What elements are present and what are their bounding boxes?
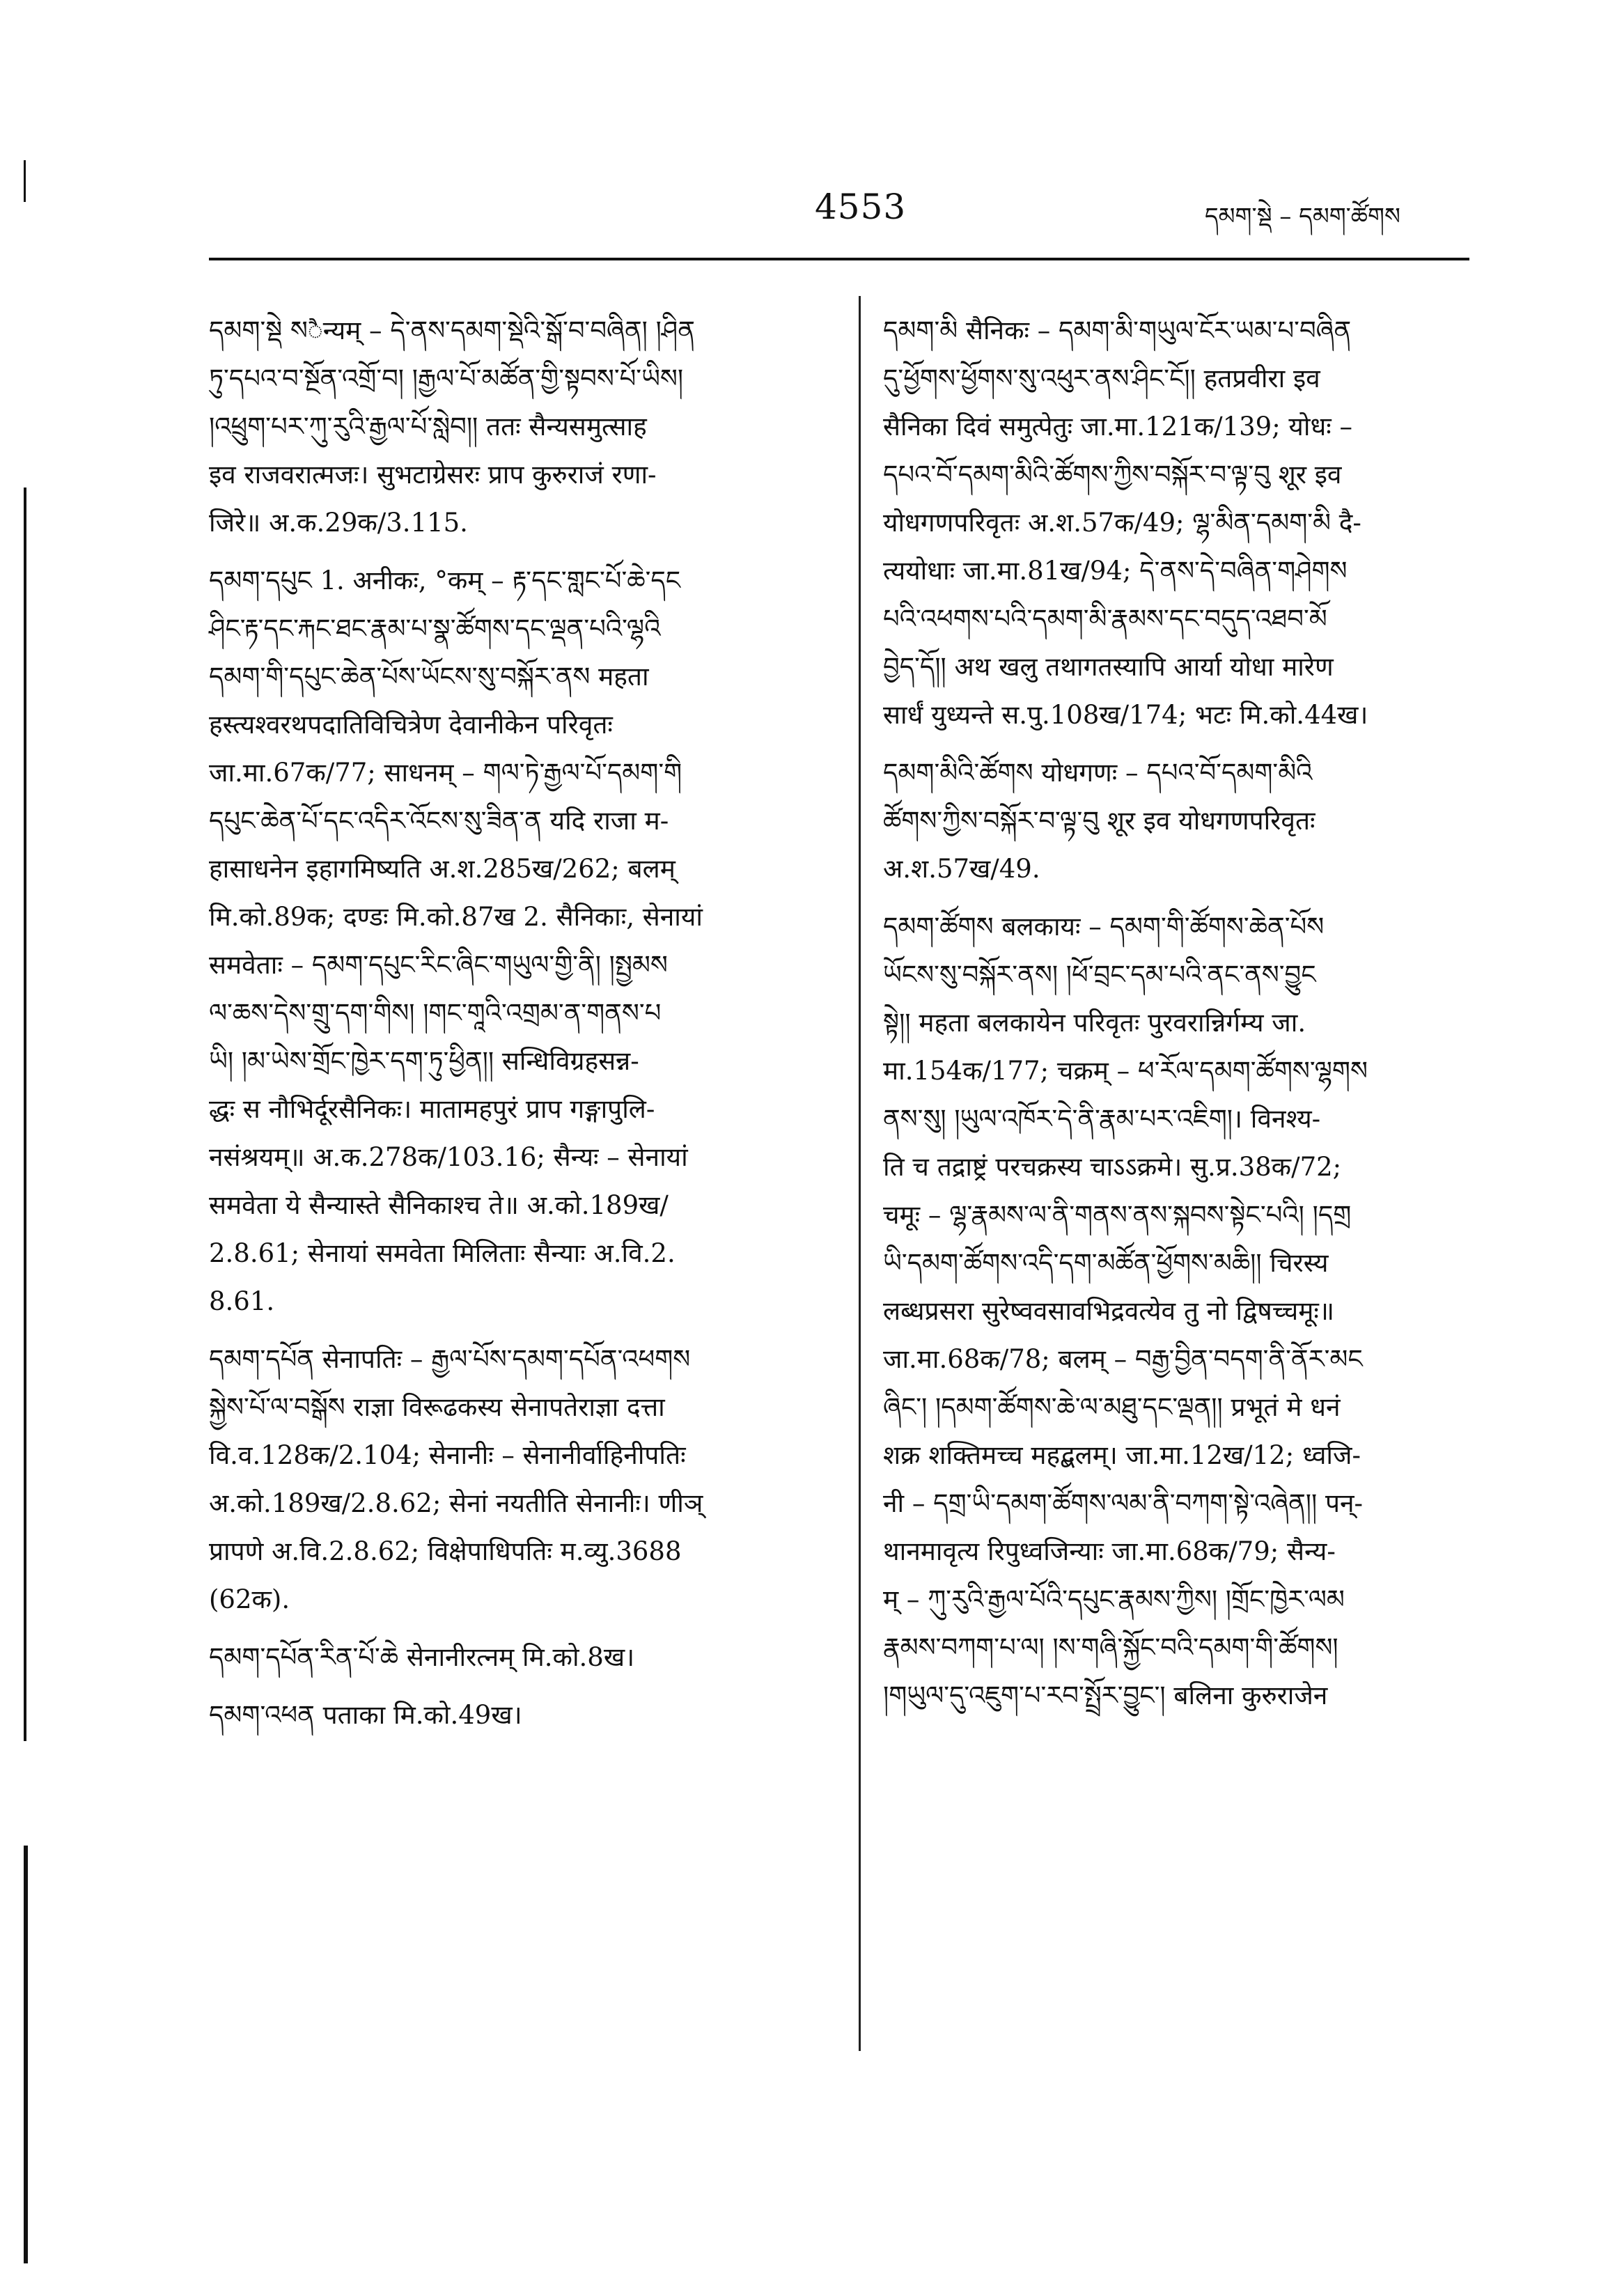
entry-line: थानमावृत्य रिपुध्वजिन्याः जा.मा.68क/79; सैन्य- [883,1536,1336,1566]
entry-line: དམག་འཕན पताका मि.को.49ख। [209,1700,522,1730]
entry-line: नसंश्रयम्॥ अ.क.278क/103.16; सैन्यः – सेनायां [209,1142,688,1172]
left-entry [209,1633,836,1681]
entry-line: དམག་མིའི་ཚོགས योधगणः – དཔའ་བོ་དམག་མིའི [883,758,1313,788]
entry-line: अ.को.189ख/2.8.62; सेनां नयतीति सेनानीः। णीञ् [209,1488,703,1518]
entry-line: त्ययोधाः जा.मा.81ख/94; དེ་ནས་དེ་བཞིན་གཤེགས [883,556,1348,586]
entry-line: जिरे॥ अ.क.29क/3.115. [209,508,468,538]
entry-line: དམག་ཚོགས बलकायः – དམག་གི་ཚོགས་ཆེན་པོས [883,912,1325,942]
entry-line: དམག་སྡེ སैन्यम् – དེ་ནས་དམག་སྡེའི་སྒོ་བ་བཞིན། །ཤིན [209,315,695,345]
entry-line: དུ་ཕྱོགས་ཕྱོགས་སུ་འཕུར་ནས་ཤིང་ངོ།། हतप्रवीरा इव [883,364,1320,393]
column-divider [859,296,861,2051]
entry-line: ཡི་དམག་ཚོགས་འདི་དག་མཚོན་ཕྱོགས་མཆི།། चिरस्य [883,1248,1329,1278]
left-entry [209,1335,836,1623]
left-entry [209,1691,836,1739]
entry-line: ཞིང་། །དམག་ཚོགས་ཆེ་ལ་མཐུ་དང་ལྡན།། प्रभूतं मे धनं [883,1392,1341,1422]
entry-line: जा.मा.67क/77; साधनम् – གལ་ཏེ་རྒྱལ་པོ་དམག་གི [209,758,682,788]
entry-line: इव राजवरात्मजः। सुभटाग्रेसरः प्राप कुरुराजं रणा- [209,460,657,490]
right-entry [883,749,1482,893]
entry-line: समवेताः – དམག་དཔུང་རིང་ཞིང་གཡུལ་གྱི་ནི། །སྤྱམས [209,950,668,980]
entry-line: अ.श.57ख/49. [883,854,1040,884]
entry-line: हस्त्यश्वरथपदातिविचित्रेण देवानीकेन परिवृतः [209,710,613,740]
entry-line: द्धः स नौभिर्दूरसैनिकः। मातामहपुरं प्राप गङ्गापुलि- [209,1094,655,1124]
right-entry [883,903,1482,1719]
entry-line: ཏུ་དཔའ་བ་སྔོན་འགྲོ་བ། །རྒྱལ་པོ་མཚོན་གྱི་སྟབས་པོ་ཡིས། [209,364,684,393]
left-entry [209,556,836,1325]
running-head: དམག་སྡེ – དམག་ཚོགས [1205,203,1400,231]
entry-line: པའི་འཕགས་པའི་དམག་མི་རྣམས་དང་བདུད་འཐབ་མོ [883,604,1327,634]
margin-mark-middle [24,488,26,1741]
entry-line: ཡི། །མ་ཡེས་གྲོང་ཁྱེར་དག་ཏུ་ཕྱིན།། सन्धिविग्रहसन्न- [209,1046,639,1076]
margin-mark-top [24,160,26,202]
entry-line: དམག་གི་དཔུང་ཆེན་པོས་ཡོངས་སུ་བསྐོར་ནས महता [209,662,649,692]
entry-line: དམག་མི सैनिकः – དམག་མི་གཡུལ་ངོར་ཡམ་པ་བཞིན [883,315,1352,345]
entry-line: म् – ཀུ་རུའི་རྒྱལ་པོའི་དཔུང་རྣམས་ཀྱིས། །གྲོང་ཁྱེར་ལམ [883,1584,1345,1614]
entry-line: ཡོངས་སུ་བསྐོར་ནས། །ཕོ་བྲང་དམ་པའི་ནང་ནས་བྱུང [883,960,1316,990]
entry-line: དཔའ་བོ་དམག་མིའི་ཚོགས་ཀྱིས་བསྐོར་བ་ལྟ་བུ शूर इव [883,460,1342,490]
entry-line: चमूः – ལྷ་རྣམས་ལ་ནི་གནས་ནས་སྐབས་སྟེང་པའི། །དགྲ [883,1200,1352,1230]
entry-line: सार्धं युध्यन्ते स.पु.108ख/174; भटः मि.को.44ख। [883,700,1368,730]
left-entry [209,306,836,547]
entry-line: དམག་དཔོན་རིན་པོ་ཆེ सेनानीरत्नम् मि.को.8ख। [209,1642,635,1672]
entry-line: मि.को.89क; दण्डः मि.को.87ख 2. सैनिकाः, सेनायां [209,902,703,932]
left-column [209,306,836,1749]
entry-line: དམག་དཔོན सेनापतिः – རྒྱལ་པོས་དམག་དཔོན་འཕགས [209,1344,691,1374]
entry-line: དམག་དཔུང 1. अनीकः, °कम् – རྟ་དང་གླང་པོ་ཆེ་དང [209,566,681,595]
entry-line: ति च तद्राष्ट्रं परचक्रस्य चाऽऽक्रमे। सु.प्र.38क/72; [883,1152,1342,1182]
entry-line: हासाधनेन इहागमिष्यति अ.श.285ख/262; बलम् [209,854,676,884]
entry-line: लब्धप्रसरा सुरेष्ववसावभिद्रवत्येव तु नो द्विषच्चमूः॥ [883,1296,1334,1326]
entry-line: སྟེ།། महता बलकायेन परिवृतः पुरवरान्निर्गम्य जा. [883,1008,1306,1038]
entry-line: དཔུང་ཆེན་པོ་དང་འདིར་འོངས་སུ་ཟིན་ན यदि राजा म- [209,806,669,836]
right-column [883,306,1482,1729]
entry-line: སྐྱེས་པོ་ལ་བསྒོས राज्ञा विरूढकस्य सेनापतेराज्ञा दत्ता [209,1392,665,1422]
entry-line: ལ་ཆས་དེས་གྲུ་དག་གིས། །གང་གཱའི་འགྲམ་ན་གནས་པ [209,998,662,1028]
entry-line: शक्र शक्तिमच्च महद्बलम्। जा.मा.12ख/12; ध्वजि- [883,1440,1361,1470]
entry-line: ཚོགས་ཀྱིས་བསྐོར་བ་ལྟ་བུ शूर इव योधगणपरिवृतः [883,806,1315,836]
header-rule [209,258,1469,260]
entry-line: 2.8.61; सेनायां समवेता मिलिताः सैन्याः अ.वि.2. [209,1238,676,1268]
entry-line: मा.154क/177; चक्रम् – ཕ་རོལ་དམག་ཚོགས་ལྷགས [883,1056,1368,1086]
entry-line: समवेता ये सैन्यास्ते सैनिकाश्च ते॥ अ.को.189ख/ [209,1190,669,1220]
entry-line: (62क). [209,1584,290,1614]
entry-line: བྱེད་དོ།། अथ खलु तथागतस्यापि आर्या योधा मारेण [883,652,1334,682]
entry-line: 8.61. [209,1286,275,1316]
margin-mark-bottom [24,1846,28,2263]
entry-line: जा.मा.68क/78; बलम् – བརྒྱ་བྱིན་བདག་ནི་ནོར་མང [883,1344,1363,1374]
entry-line: ནས་སུ། །ཡུལ་འཁོར་དེ་ནི་རྣམ་པར་འཇིག།। विनश्य- [883,1104,1321,1134]
entry-line: सैनिका दिवं समुत्पेतुः जा.मा.121क/139; योधः – [883,412,1352,442]
entry-line: वि.व.128क/2.104; सेनानीः – सेनानीर्वाहिनीपतिः [209,1440,686,1470]
right-entry [883,306,1482,739]
entry-line: योधगणपरिवृतः अ.श.57क/49; ལྷ་མིན་དམག་མི दै- [883,508,1361,538]
entry-line: རྣམས་བཀག་པ་ལ། །ས་གཞི་སྐྱོང་བའི་དམག་གི་ཚོགས། [883,1632,1338,1662]
entry-line: प्रापणे अ.वि.2.8.62; विक्षेपाधिपतिः म.व्यु.3688 [209,1536,682,1566]
entry-line: ཤིང་རྟ་དང་རྐང་ཐང་རྣམ་པ་སྣ་ཚོགས་དང་ལྡན་པའི་ལྷའི [209,614,661,644]
entry-line: །འཕྲུག་པར་ཀུ་རུའི་རྒྱལ་པོ་སླེབ།། ततः सैन्यसमुत्साह [209,412,647,442]
entry-line: नी – དགྲ་ཡི་དམག་ཚོགས་ལམ་ནི་བཀག་སྟེ་འཞེན།། पन्- [883,1488,1364,1518]
page-number: 4553 [815,187,907,227]
entry-line: །གཡུལ་དུ་འཇུག་པ་རབ་སྤྲོར་བྱུང་། बलिना कुरुराजेन [883,1680,1328,1710]
